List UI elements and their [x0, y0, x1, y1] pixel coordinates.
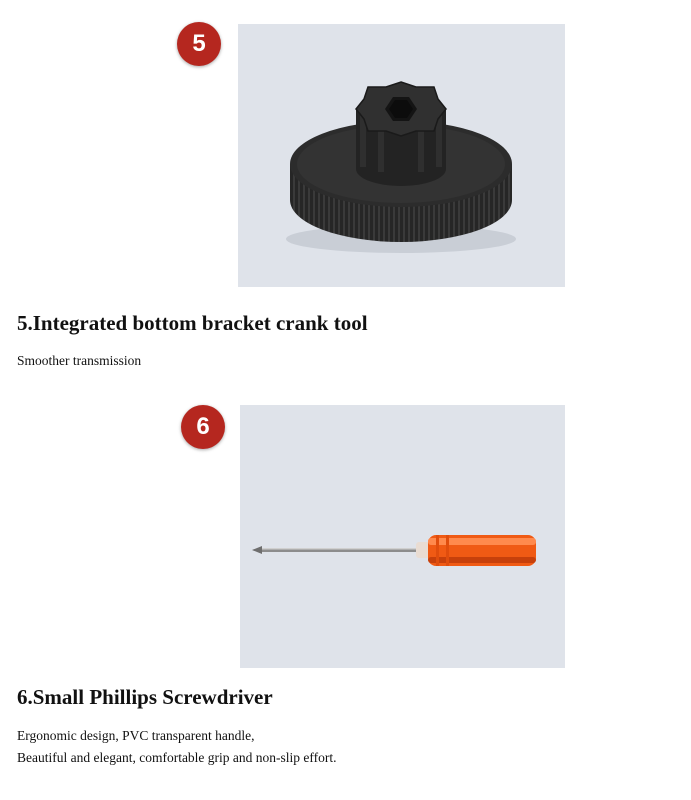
screwdriver-title: 6.Small Phillips Screwdriver — [17, 685, 273, 709]
crank-tool-description-line: Smoother transmission — [17, 353, 142, 368]
screwdriver-illustration — [240, 405, 565, 668]
crank-tool-description — [17, 350, 141, 372]
screwdriver-image — [240, 405, 565, 668]
step-5-badge: 5 — [177, 22, 221, 66]
crank-tool-image — [238, 24, 565, 287]
crank-tool-title: 5.Integrated bottom bracket crank tool — [17, 311, 368, 335]
screwdriver-description — [17, 725, 337, 769]
step-6-badge: 6 — [181, 405, 225, 449]
screwdriver-description-line-2: Beautiful and elegant, comfortable grip and non-slip effort. — [17, 750, 337, 765]
crank-tool-illustration — [238, 24, 565, 287]
screwdriver-description-line-1: Ergonomic design, PVC transparent handle, — [17, 728, 255, 743]
